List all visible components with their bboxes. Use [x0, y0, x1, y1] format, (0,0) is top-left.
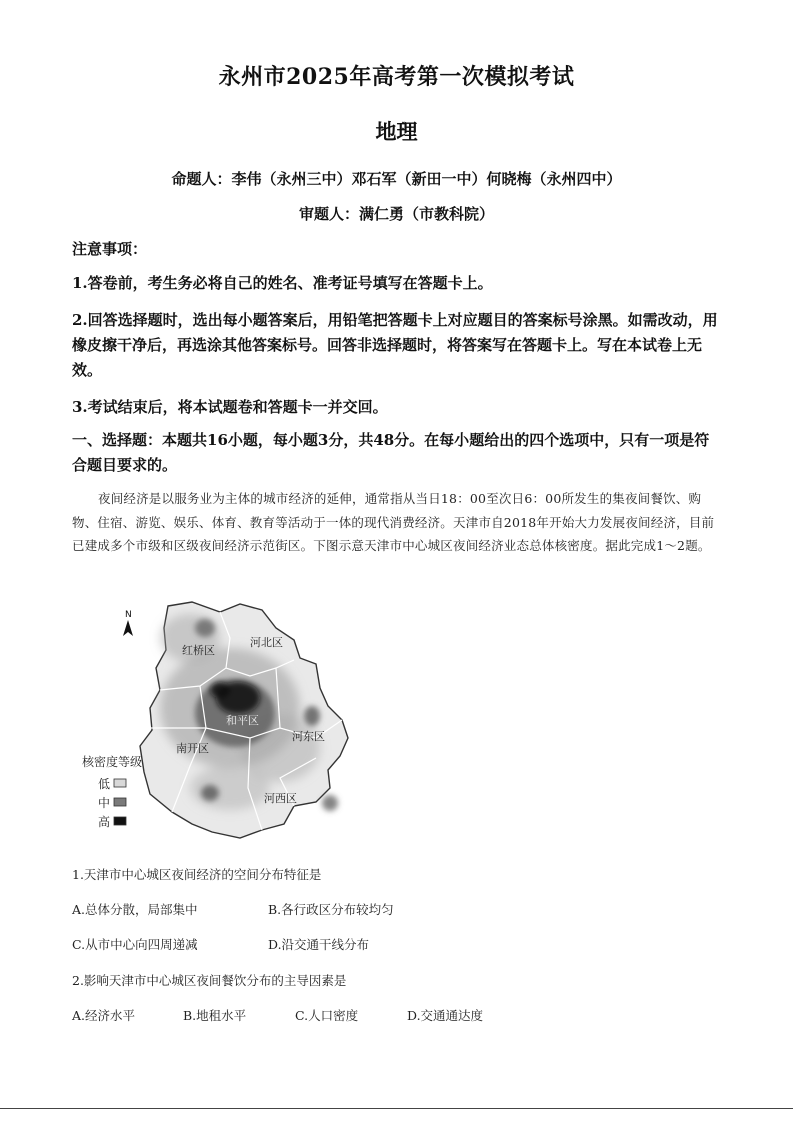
- q2-option-a: A.经济水平: [72, 1008, 136, 1023]
- question-2-stem: 2.影响天津市中心城区夜间餐饮分布的主导因素是: [72, 973, 347, 988]
- q2-option-b: B.地租水平: [183, 1008, 247, 1023]
- legend-swatch-low: [114, 779, 126, 787]
- kernel-density-map: [80, 598, 380, 843]
- question-1-stem: 1.天津市中心城区夜间经济的空间分布特征是: [72, 867, 322, 882]
- exam-title: 永州市2025年高考第一次模拟考试: [218, 64, 575, 90]
- legend-title: 核密度等级: [82, 755, 143, 769]
- legend-swatch-high: [114, 817, 126, 825]
- district-label-hedong: 河东区: [292, 730, 325, 743]
- reviewer-line: 审题人：满仁勇（市教科院）: [298, 205, 494, 223]
- footer-divider: [0, 1108, 793, 1109]
- q1-option-c: C.从市中心向四周递减: [72, 937, 198, 952]
- north-label: N: [125, 610, 132, 620]
- authors-line: 命题人：李伟（永州三中）邓石军（新田一中）何晓梅（永州四中）: [171, 170, 622, 188]
- section-heading: 一、选择题：本题共16小题，每小题3分，共48分。在每小题给出的四个选项中，只有一项是符合题目要求的。: [72, 431, 710, 474]
- q2-option-d: D.交通通达度: [407, 1008, 484, 1023]
- legend-swatch-medium: [114, 798, 126, 806]
- note-item-1: 1.答卷前，考生务必将自己的姓名、准考证号填写在答题卡上。: [72, 274, 493, 292]
- subject-title: 地理: [375, 119, 418, 144]
- note-item-2: 2.回答选择题时，选出每小题答案后，用铅笔把答题卡上对应题目的答案标号涂黑。如需改动，用橡皮擦干净后，再选涂其他答案标号。回答非选择题时，将答案写在答题卡上。写在本试卷上无效。: [72, 311, 718, 379]
- q1-option-b: B.各行政区分布较均匀: [268, 902, 394, 917]
- map-svg: [80, 598, 380, 843]
- north-arrow-icon: [123, 620, 133, 636]
- q1-option-a: A.总体分散，局部集中: [72, 902, 198, 917]
- legend-label-high: 高: [98, 815, 111, 829]
- q2-option-c: C.人口密度: [295, 1008, 359, 1023]
- district-label-hebei: 河北区: [250, 636, 283, 649]
- passage-text: 夜间经济是以服务业为主体的城市经济的延伸，通常指从当日18：00至次日6：00所发生的集夜间餐饮、购物、住宿、游览、娱乐、体育、教育等活动于一体的现代消费经济。天津市自2018年开始大力发展夜间经济，目前已建成多个市级和区级夜间经济示范街区。下图示意天津市中心城区夜间经济业态总体核密度。据此完成1～2题。: [72, 491, 715, 553]
- q1-option-d: D.沿交通干线分布: [268, 937, 370, 952]
- district-label-nankai: 南开区: [176, 742, 209, 755]
- district-label-hongqiao: 红桥区: [182, 644, 215, 657]
- district-label-hexi: 河西区: [264, 792, 297, 805]
- legend-label-low: 低: [98, 777, 111, 791]
- legend-label-medium: 中: [98, 796, 111, 810]
- notes-heading: 注意事项：: [72, 240, 148, 258]
- district-label-heping: 和平区: [226, 714, 259, 727]
- note-item-3: 3.考试结束后，将本试题卷和答题卡一并交回。: [72, 398, 388, 416]
